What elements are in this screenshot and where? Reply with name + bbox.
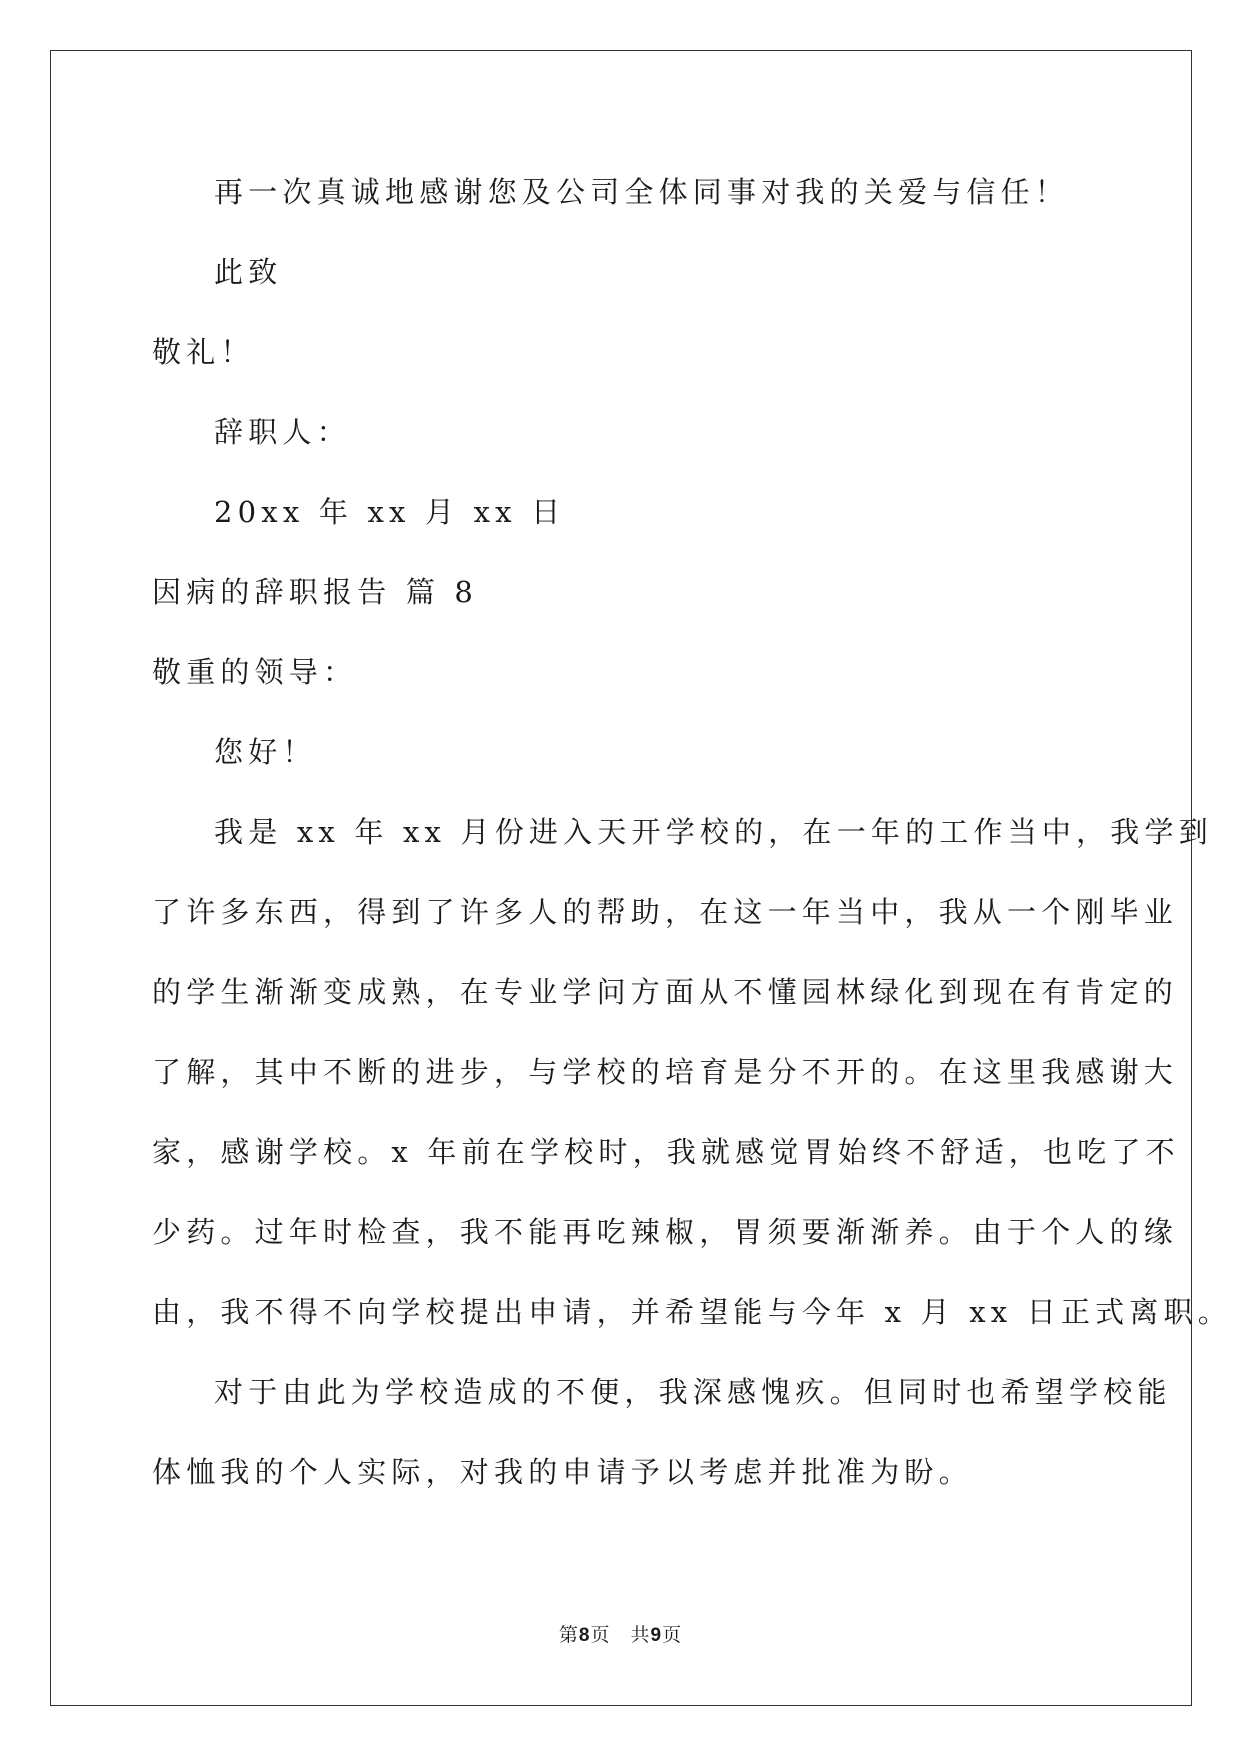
addressee-line: 敬重的领导： (152, 655, 358, 689)
resigner-label: 辞职人： (214, 415, 351, 449)
closing-thanks-line: 再一次真诚地感谢您及公司全体同事对我的关爱与信任！ (214, 175, 1070, 209)
salutation-jing-li: 敬礼！ (152, 335, 255, 369)
total-prefix: 共 (630, 1624, 651, 1646)
page-footer (0, 1622, 1241, 1649)
salutation-ci-zhi: 此致 (214, 255, 283, 289)
body-line: 由，我不得不向学校提出申请，并希望能与今年 x 月 xx 日正式离职。 (152, 1295, 1232, 1329)
body-line: 我是 xx 年 xx 月份进入天开学校的，在一年的工作当中，我学到 (214, 815, 1213, 849)
date-line: 20xx 年 xx 月 xx 日 (214, 495, 566, 529)
page-prefix: 第 (558, 1624, 579, 1646)
greeting-line: 您好！ (214, 735, 317, 769)
page-suffix: 页 (590, 1624, 611, 1646)
body-line: 了许多东西，得到了许多人的帮助，在这一年当中，我从一个刚毕业 (152, 895, 1179, 929)
total-suffix: 页 (662, 1624, 683, 1646)
page-number: 8 (578, 1625, 591, 1646)
body-line: 对于由此为学校造成的不便，我深感愧疚。但同时也希望学校能 (214, 1375, 1172, 1409)
section-heading: 因病的辞职报告 篇 8 (152, 575, 479, 609)
body-line: 少药。过年时检查，我不能再吃辣椒，胃须要渐渐养。由于个人的缘 (152, 1215, 1179, 1249)
body-line: 家，感谢学校。x 年前在学校时，我就感觉胃始终不舒适，也吃了不 (152, 1135, 1180, 1169)
body-line: 了解，其中不断的进步，与学校的培育是分不开的。在这里我感谢大 (152, 1055, 1179, 1089)
body-line: 体恤我的个人实际，对我的申请予以考虑并批准为盼。 (152, 1455, 973, 1489)
body-line: 的学生渐渐变成熟，在专业学问方面从不懂园林绿化到现在有肯定的 (152, 975, 1179, 1009)
total-pages: 9 (650, 1625, 663, 1646)
